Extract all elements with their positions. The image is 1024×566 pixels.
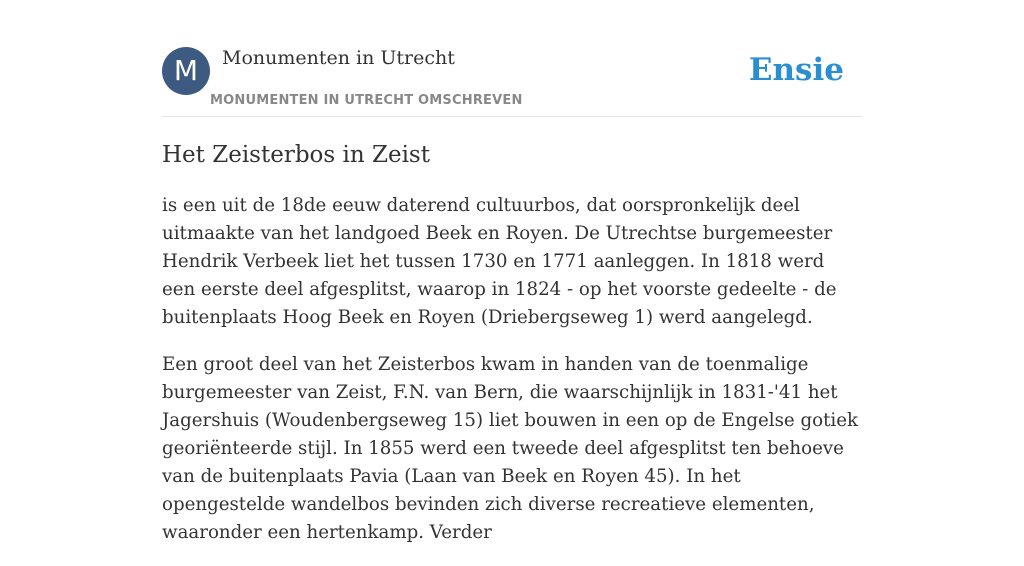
article-paragraph: is een uit de 18de eeuw daterend cultuurbos, dat oorspronkelijk deel uitmaakte van het landgoed Beek en Royen. De Utrechtse burgemeester Hendrik Verbeek liet het tussen 1730 en 1771 aanleggen. In 1818 werd een eerste deel afgesplitst, waarop in 1824 - op het voorste gedeelte - de buitenplaats Hoog Beek en Royen (Driebergseweg 1) werd aangelegd. [162,195,837,328]
article-title: Het Zeisterbos in Zeist [162,142,430,168]
site-title-link[interactable]: Monumenten in Utrecht [222,47,455,69]
article-body [162,192,862,566]
article-paragraph: Een groot deel van het Zeisterbos kwam in handen van de toenmalige burgemeester van Zeist, F.N. van Bern, die waarschijnlijk in 1831-'41 het Jagershuis (Woudenbergseweg 15) liet bouwen in een op de Engelse gotiek georiënteerde stijl. In 1855 werd een tweede deel afgesplitst ten behoeve van de buitenplaats Pavia (Laan van Beek en Royen 45). In het opengestelde wandelbos bevinden zich diverse recreatieve elementen, waaronder een hertenkamp. Verder [162,354,858,543]
site-subtitle: MONUMENTEN IN UTRECHT OMSCHREVEN [210,93,523,108]
site-header [162,46,862,117]
site-avatar[interactable]: M [162,47,210,95]
ensie-logo[interactable]: Ensie [748,52,844,88]
